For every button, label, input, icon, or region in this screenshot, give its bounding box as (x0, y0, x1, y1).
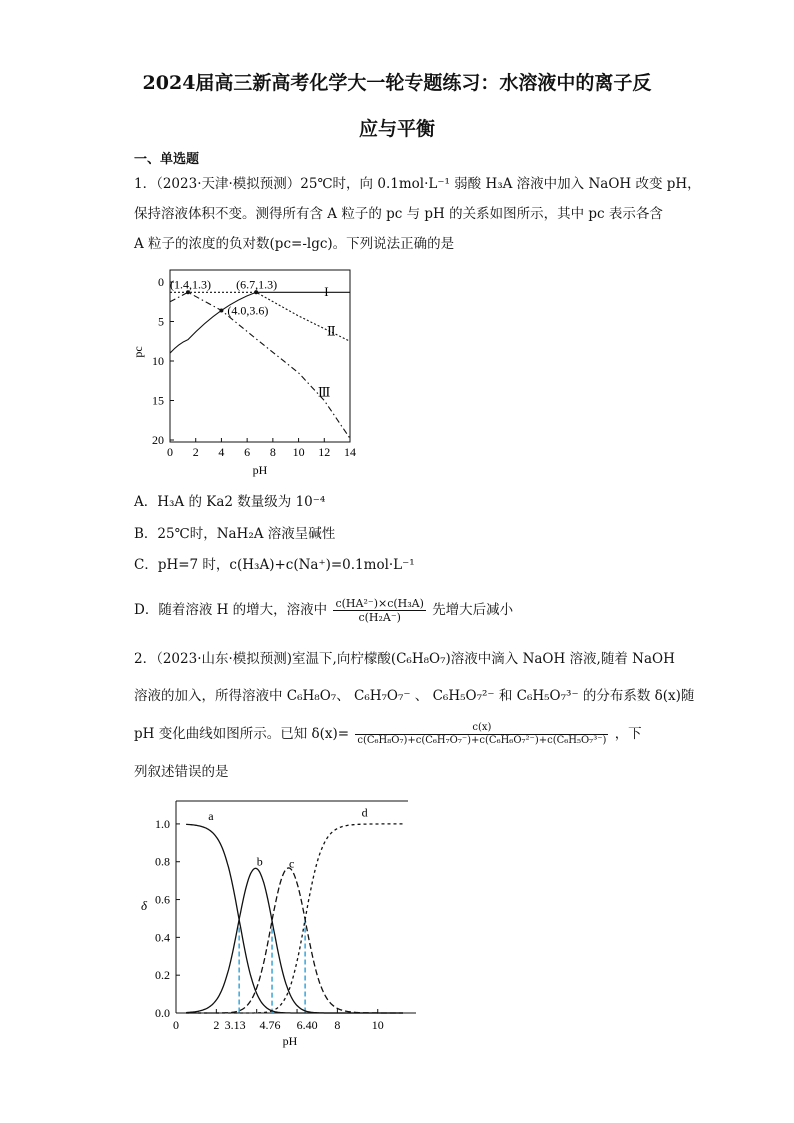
q1-option-d-numerator: c(HA²⁻)×c(H₃A) (335, 597, 424, 610)
q1-stem-line1: 1．（2023·天津·模拟预测）25℃时，向 0.1mol·L⁻¹ 弱酸 H₃A 溶液中加入 NaOH 改变 pH， (134, 176, 701, 192)
chart2-x-label: pH (282, 1034, 298, 1048)
chart1-x-label: pH (252, 463, 268, 477)
chart1-y-tick-label: 10 (152, 354, 164, 368)
chart2-pka-label: 3.13 (224, 1018, 246, 1032)
chart1-frame (170, 270, 350, 442)
chart1-x-tick-label: 8 (269, 445, 276, 459)
chart1-x-tick-label: 6 (244, 445, 251, 459)
chart1-x-tick-label: 0 (167, 445, 173, 459)
chart2-curve-d (186, 824, 403, 1013)
q1-option-d-post: 先增大后减小 (432, 602, 514, 619)
q1-option-a[interactable]: A．H₃A 的 Ka2 数量级为 10⁻⁴ (134, 494, 326, 510)
chart2-curve-b (186, 868, 403, 1013)
chart2-curve-c (186, 868, 403, 1013)
q1-option-c[interactable]: C．pH=7 时，c(H₃A)+c(Na⁺)=0.1mol·L⁻¹ (134, 557, 415, 573)
chart1-curve-label: Ⅱ (326, 323, 336, 339)
chart1-curve-label: I (324, 284, 329, 300)
chart2-pka-label: 4.76 (259, 1018, 281, 1032)
chart1-y-tick-label: 0 (158, 275, 164, 289)
chart2-curve-a (186, 824, 403, 1013)
chart2-y-tick-label: 0.0 (155, 1006, 170, 1020)
chart2-y-label: δ (140, 898, 148, 913)
chart1-x-tick-label: 10 (292, 445, 305, 459)
chart1-point-label: (4.0,3.6) (227, 303, 269, 318)
q2-stem-line3-pre: pH 变化曲线如图所示。已知 δ(x)= (134, 726, 350, 742)
chart1-x-tick-label: 4 (218, 445, 225, 459)
q2-delta-fraction (355, 722, 608, 747)
page-title-line2: 应与平衡 (358, 118, 435, 140)
chart2-series-label: d (361, 805, 368, 820)
chart1-y-tick-label: 15 (152, 393, 164, 408)
q2-stem-line1: 2．（2023·山东·模拟预测)室温下,向柠檬酸(C₆H₈O₇)溶液中滴入 NaOH 溶液,随着 NaOH (134, 651, 675, 667)
chart2-y-tick-label: 1.0 (155, 816, 170, 831)
q1-option-d-denominator: c(H₂A⁻) (358, 611, 401, 625)
q1-option-b[interactable]: B．25℃时，NaH₂A 溶液呈碱性 (134, 526, 336, 542)
chart2-x-tick-label: 0 (173, 1018, 179, 1032)
chart2-x-tick-label: 8 (334, 1018, 341, 1032)
q2-stem-line2: 溶液的加入，所得溶液中 C₆H₈O₇、 C₆H₇O₇⁻ 、 C₆H₅O₇²⁻ 和 C₆H₅O₇³⁻ 的分布系数 δ(x)随 (134, 688, 695, 704)
chart1-y-tick-label: 20 (152, 433, 164, 447)
q1-pc-ph-chart (131, 262, 364, 477)
chart2-x-tick-label: 2 (213, 1018, 220, 1032)
chart1-curve-label: Ⅲ (317, 384, 331, 400)
section-heading: 一、单选题 (134, 152, 200, 167)
q2-stem-line3 (134, 722, 642, 747)
chart2-y-tick-label: 0.8 (155, 854, 170, 869)
page-title: 2024届高三新高考化学大一轮专题练习：水溶液中的离子反 (142, 72, 652, 94)
chart1-point-label: (1.4,1.3) (170, 277, 211, 292)
q1-option-d-pre: D．随着溶液 H 的增大，溶液中 (134, 602, 328, 619)
chart1-point-label: (6.7,1.3) (236, 277, 278, 292)
chart2-series-label: a (208, 809, 214, 824)
q2-delta-numerator: c(x) (355, 722, 608, 735)
q2-delta-denominator: c(C₆H₈O₇)+c(C₆H₇O₇⁻)+c(C₆H₆O₇²⁻)+c(C₆H₅O₇³⁻) (357, 735, 607, 746)
chart1-x-tick-label: 14 (344, 445, 356, 459)
q2-stem-line4: 列叙述错误的是 (134, 764, 229, 780)
chart1-x-tick-label: 2 (192, 445, 199, 459)
q2-stem-line3-post: ，下 (614, 726, 642, 742)
chart2-x-tick-label: 10 (371, 1018, 384, 1032)
chart1-curve-I (170, 292, 350, 353)
q1-option-d-fraction (333, 597, 425, 624)
q1-option-d[interactable] (134, 597, 513, 624)
chart2-y-tick-label: 0.2 (155, 968, 170, 983)
chart1-y-tick-label: 5 (158, 314, 164, 329)
chart2-pka-label: 6.40 (296, 1018, 318, 1032)
chart2-series-label: b (256, 854, 263, 869)
chart1-y-label: pc (131, 346, 145, 358)
chart1-point (219, 308, 223, 312)
q1-stem-line2: 保持溶液体积不变。测得所有含 A 粒子的 pc 与 pH 的关系如图所示，其中 pc 表示各含 (134, 206, 663, 222)
chart2-series-label: c (288, 856, 295, 871)
chart2-y-tick-label: 0.4 (155, 930, 170, 945)
chart2-y-tick-label: 0.6 (155, 892, 170, 907)
q2-distribution-chart (134, 795, 424, 1050)
q1-stem-line3: A 粒子的浓度的负对数(pc=-lgc)。下列说法正确的是 (134, 236, 455, 252)
chart1-x-tick-label: 12 (318, 445, 331, 459)
